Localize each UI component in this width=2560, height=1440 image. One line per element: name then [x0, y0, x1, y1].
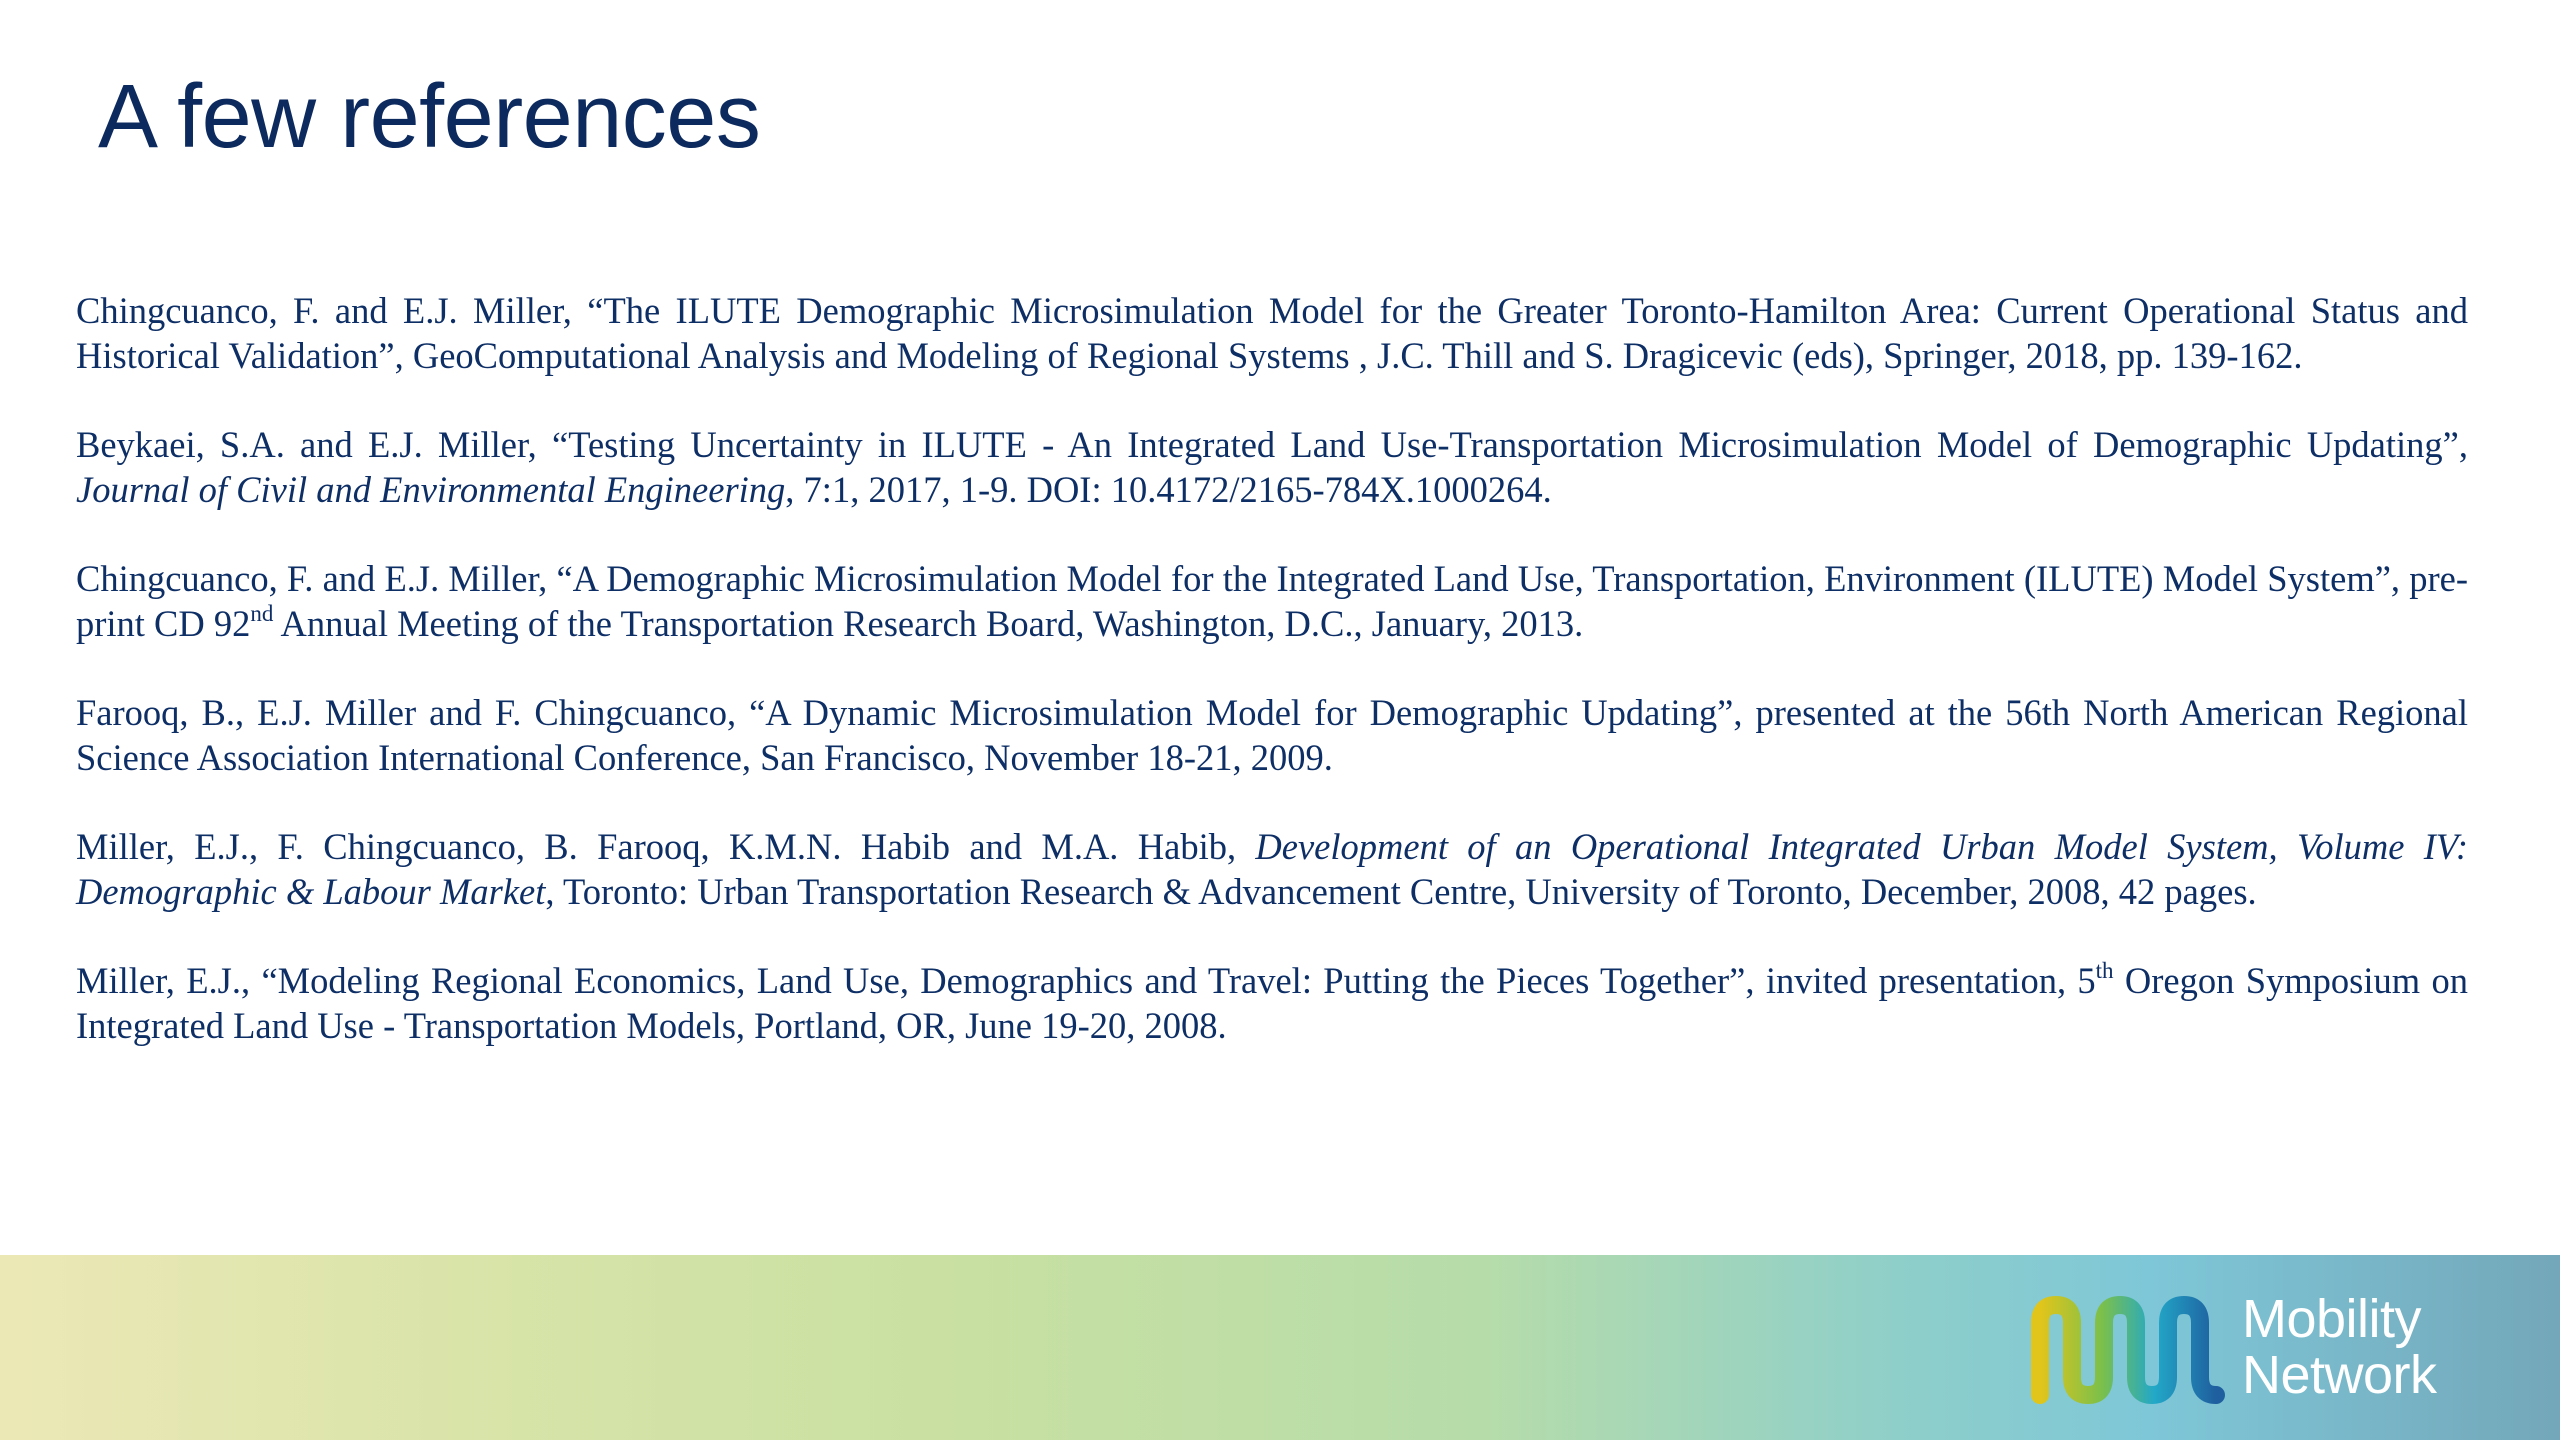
reference-list: [76, 288, 2468, 1092]
reference-superscript: nd: [250, 600, 274, 626]
reference-item: [76, 422, 2468, 512]
mobility-network-logo: [2028, 1291, 2458, 1411]
reference-superscript: th: [2095, 957, 2114, 983]
logo-line-1: Mobility: [2242, 1289, 2422, 1349]
slide-title: A few references: [98, 67, 761, 167]
reference-item: [76, 556, 2468, 646]
reference-item: [76, 958, 2468, 1048]
reference-text: , Toronto: Urban Transportation Research & Advancement Centre, University of Toronto, December, 2008, 42 pages.: [545, 871, 2257, 912]
reference-item: [76, 288, 2468, 378]
reference-italic-text: Development of an Operational Integrated Urban Model System, Volume IV: Demographic & Labour Market: [76, 826, 2468, 912]
reference-text: Miller, E.J., “Modeling Regional Economics, Land Use, Demographics and Travel: Putting the Pieces Together”, invited presentation, 5: [76, 960, 2096, 1001]
mobility-network-logo-icon: [2028, 1295, 2228, 1405]
reference-text: Beykaei, S.A. and E.J. Miller, “Testing Uncertainty in ILUTE - An Integrated Land Use-Transportation Microsimulation Model of Demographic Updating”,: [76, 424, 2468, 465]
reference-text: Miller, E.J., F. Chingcuanco, B. Farooq, K.M.N. Habib and M.A. Habib,: [76, 826, 1256, 867]
reference-text: Chingcuanco, F. and E.J. Miller, “The ILUTE Demographic Microsimulation Model for the Greater Toronto-Hamilton Area: Current Operational Status and Historical Validation”, GeoComputational Analysis and Modeling of Regional Systems , J.C. Thill and S. Dragicevic (eds), Springer, 2018, pp. 139-162.: [76, 290, 2468, 376]
reference-item: [76, 824, 2468, 914]
reference-italic-text: Journal of Civil and Environmental Engineering: [76, 469, 786, 510]
reference-text: Farooq, B., E.J. Miller and F. Chingcuanco, “A Dynamic Microsimulation Model for Demographic Updating”, presented at the 56th North American Regional Science Association International Conference, San Francisco, November 18-21, 2009.: [76, 692, 2468, 778]
reference-text: , 7:1, 2017, 1-9. DOI: 10.4172/2165-784X.1000264.: [785, 469, 1552, 510]
reference-text: Oregon Symposium on Integrated Land Use - Transportation Models, Portland, OR, June 19-20, 2008.: [76, 960, 2468, 1046]
logo-wordmark: [2242, 1291, 2437, 1403]
logo-line-2: Network: [2242, 1345, 2437, 1405]
reference-item: [76, 690, 2468, 780]
reference-text: Annual Meeting of the Transportation Research Board, Washington, D.C., January, 2013.: [273, 603, 1584, 644]
reference-text: Chingcuanco, F. and E.J. Miller, “A Demographic Microsimulation Model for the Integrated Land Use, Transportation, Environment (ILUTE) Model System”, pre-print CD 92: [76, 558, 2468, 644]
